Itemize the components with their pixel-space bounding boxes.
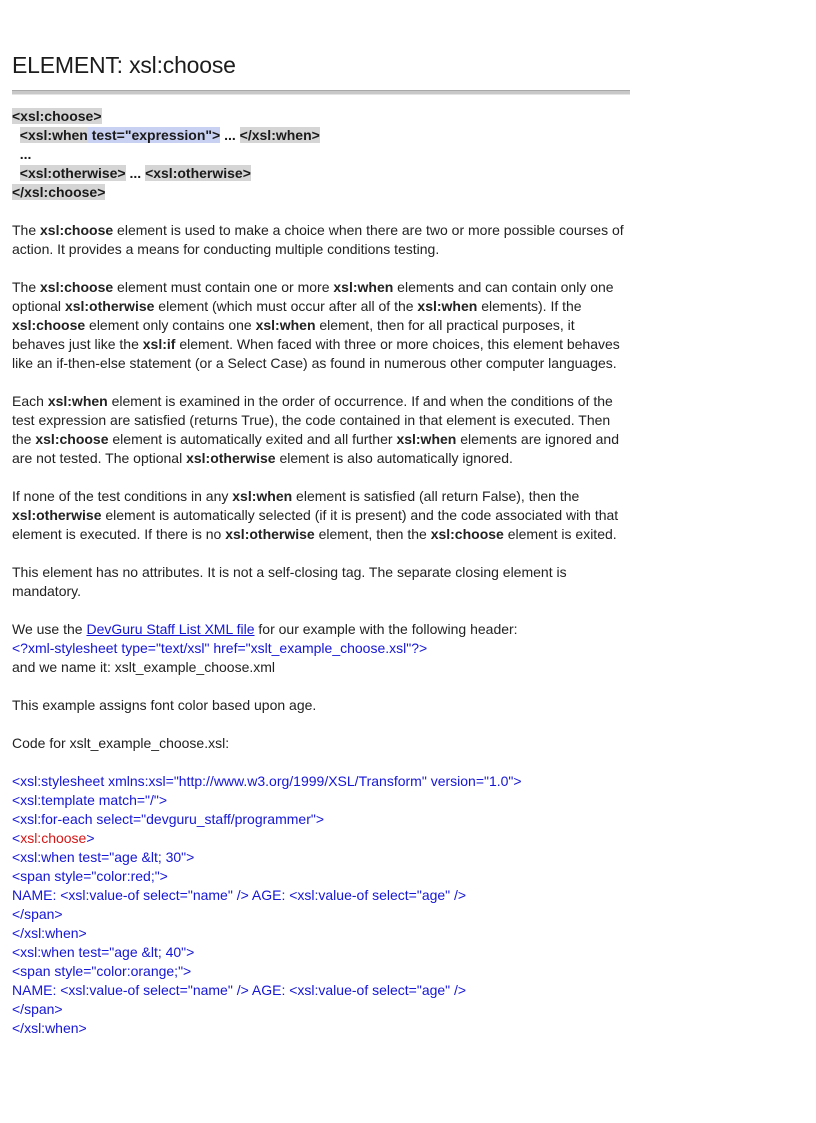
code-block [12, 772, 630, 1038]
staff-list-xml-link[interactable]: DevGuru Staff List XML file [86, 621, 255, 637]
code-line: <xsl:template match="/"> [12, 792, 168, 808]
xml-stylesheet-header: <?xml-stylesheet type="text/xsl" href="xslt_example_choose.xsl"?> [12, 640, 428, 656]
syntax-line: <xsl:when test="expression"> ... </xsl:when> [19, 127, 320, 143]
syntax-line: </xsl:choose> [12, 184, 106, 200]
paragraph-code-caption: Code for xslt_example_choose.xsl: [12, 735, 230, 751]
code-line: NAME: <xsl:value-of select="name" /> AGE: <xsl:value-of select="age" /> [12, 982, 467, 998]
code-line: <xsl:for-each select="devguru_staff/programmer"> [12, 811, 324, 827]
title-divider [12, 90, 630, 95]
paragraph-example-source: We use the DevGuru Staff List XML file for our example with the following header: <?xml-stylesheet type="text/xsl" href="xslt_example_choose.xsl"?> and we name it: xslt_example_choose.xml [12, 621, 518, 675]
code-line: </xsl:when> [12, 1020, 87, 1036]
paragraph-evaluation: Each xsl:when element is examined in the order of occurrence. If and when the conditions of the test expression are satisfied (returns True), the code contained in that element is executed. Then the xsl:choose element is automatically exited and all further xsl:when elements are ignored and are not tested. The optional xsl:otherwise element is also automatically ignored. [12, 393, 620, 466]
paragraph-example-purpose: This example assigns font color based upon age. [12, 697, 317, 713]
document-page [12, 0, 630, 1038]
code-line: <xsl:when test="age &lt; 30"> [12, 849, 195, 865]
page-title: ELEMENT: xsl:choose [12, 52, 236, 78]
code-line: <span style="color:orange;"> [12, 963, 192, 979]
code-line: <xsl:when test="age &lt; 40"> [12, 944, 195, 960]
paragraph-structure: The xsl:choose element must contain one or more xsl:when elements and can contain only one optional xsl:otherwise element (which must occur after all of the xsl:when elements). If the xsl:choose element only contains one xsl:when element, then for all practical purposes, it behaves just like the xsl:if element. When faced with three or more choices, this element behaves like an if-then-else statement (or a Select Case) as found in numerous other computer languages. [12, 279, 620, 371]
paragraph-attributes: This element has no attributes. It is not a self-closing tag. The separate closing element is mandatory. [12, 564, 567, 599]
syntax-line: ... [19, 146, 32, 162]
paragraph-otherwise: If none of the test conditions in any xsl:when element is satisfied (all return False), then the xsl:otherwise element is automatically selected (if it is present) and the code associated with that element is executed. If there is no xsl:otherwise element, then the xsl:choose element is exited. [12, 488, 619, 542]
code-line: </xsl:when> [12, 925, 87, 941]
code-line: NAME: <xsl:value-of select="name" /> AGE: <xsl:value-of select="age" /> [12, 887, 467, 903]
code-line: <xsl:stylesheet xmlns:xsl="http://www.w3.org/1999/XSL/Transform" version="1.0"> [12, 773, 522, 789]
code-line: </span> [12, 906, 63, 922]
code-line: <xsl:choose> [12, 830, 95, 846]
code-line: <span style="color:red;"> [12, 868, 168, 884]
syntax-line: <xsl:choose> [12, 108, 102, 124]
paragraph-intro: The xsl:choose element is used to make a choice when there are two or more possible courses of action. It provides a means for conducting multiple conditions testing. [12, 222, 624, 257]
syntax-line: <xsl:otherwise> ... <xsl:otherwise> [19, 165, 251, 181]
code-line: </span> [12, 1001, 63, 1017]
syntax-block [12, 107, 630, 202]
